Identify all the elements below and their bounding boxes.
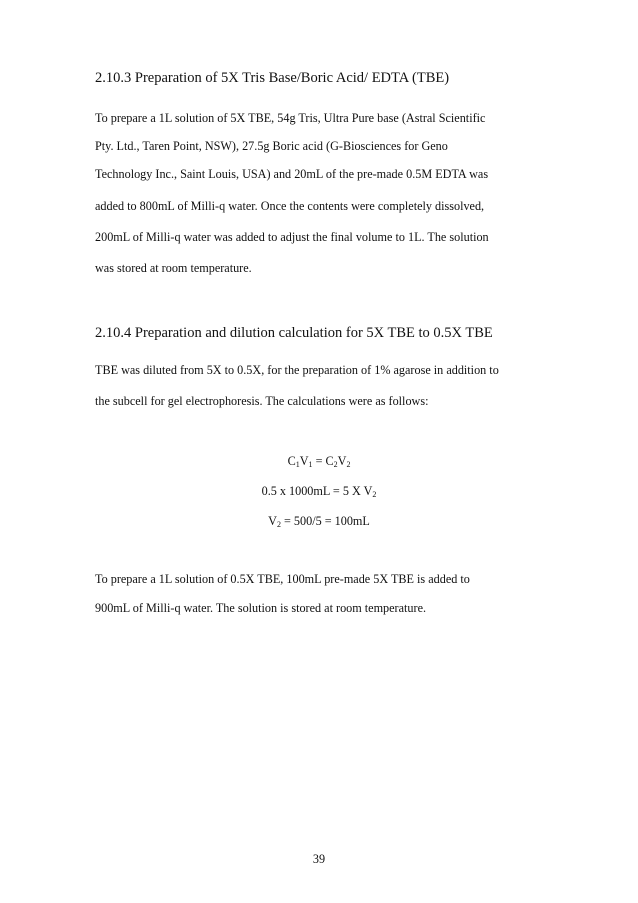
paragraph-line: was stored at room temperature. [95, 261, 252, 275]
paragraph-line: To prepare a 1L solution of 0.5X TBE, 100mL pre-made 5X TBE is added to [95, 572, 470, 586]
paragraph-line: 900mL of Milli-q water. The solution is stored at room temperature. [95, 601, 427, 615]
paragraph-line: the subcell for gel electrophoresis. The calculations were as follows: [95, 394, 429, 408]
paragraph-line: 200mL of Milli-q water was added to adjust the final volume to 1L. The solution [95, 230, 489, 244]
section-heading-2-10-4: 2.10.4 Preparation and dilution calculation for 5X TBE to 0.5X TBE [95, 325, 493, 341]
section-heading-2-10-3: 2.10.3 Preparation of 5X Tris Base/Boric Acid/ EDTA (TBE) [95, 70, 450, 86]
paragraph-line: added to 800mL of Milli-q water. Once the contents were completely dissolved, [95, 199, 485, 213]
equation-c1v1-c2v2: $C_1V_1 = C_2V_2$ [287, 454, 351, 469]
paragraph-line: Pty. Ltd., Taren Point, NSW), 27.5g Boric acid (G-Biosciences for Geno [95, 139, 448, 153]
paragraph-line: TBE was diluted from 5X to 0.5X, for the preparation of 1% agarose in addition to [95, 363, 499, 377]
page-number: 39 [312, 852, 326, 866]
equation-dilution: 0.5 x 1000mL = 5 X $V_2$ [261, 484, 377, 499]
paragraph-line: To prepare a 1L solution of 5X TBE, 54g Tris, Ultra Pure base (Astral Scientific [95, 111, 486, 125]
paragraph-line: Technology Inc., Saint Louis, USA) and 20mL of the pre-made 0.5M EDTA was [95, 167, 489, 181]
equation-result: $V_2 = 500/5 = 100mL$ [268, 514, 370, 529]
